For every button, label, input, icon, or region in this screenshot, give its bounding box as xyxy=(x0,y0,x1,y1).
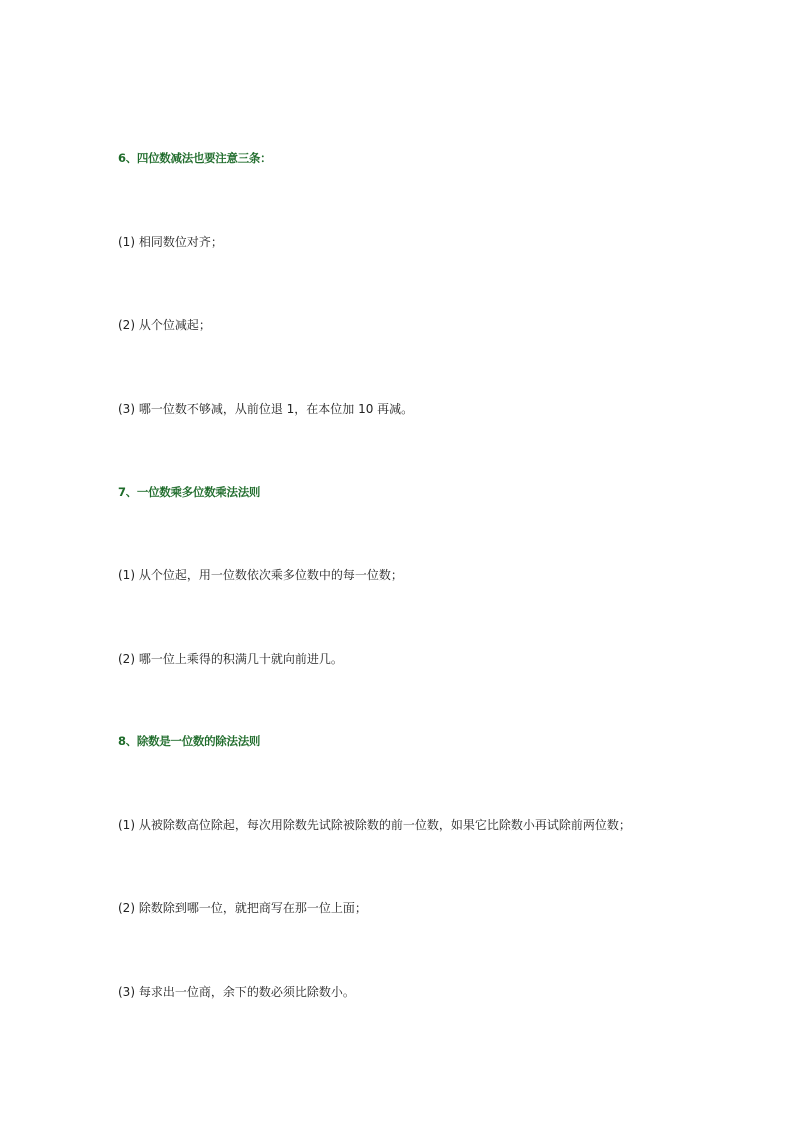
list-item: (2) 从个位减起； xyxy=(118,318,211,332)
list-item: (1) 相同数位对齐； xyxy=(118,235,223,249)
list-item: (3) 哪一位数不够减，从前位退 1，在本位加 10 再减。 xyxy=(118,402,414,416)
section-heading: 6、四位数减法也要注意三条： xyxy=(118,151,272,165)
section-heading: 8、除数是一位数的除法法则 xyxy=(118,734,261,748)
list-item: (2) 除数除到哪一位，就把商写在那一位上面； xyxy=(118,901,367,915)
list-item: (2) 哪一位上乘得的积满几十就向前进几。 xyxy=(118,652,343,666)
list-item: (1) 从个位起，用一位数依次乘多位数中的每一位数； xyxy=(118,568,403,582)
list-item: (1) 从被除数高位除起，每次用除数先试除被除数的前一位数，如果它比除数小再试除前两位数； xyxy=(118,818,631,832)
section-heading: 7、一位数乘多位数乘法法则 xyxy=(118,485,261,499)
list-item: (3) 每求出一位商，余下的数必须比除数小。 xyxy=(118,985,355,999)
